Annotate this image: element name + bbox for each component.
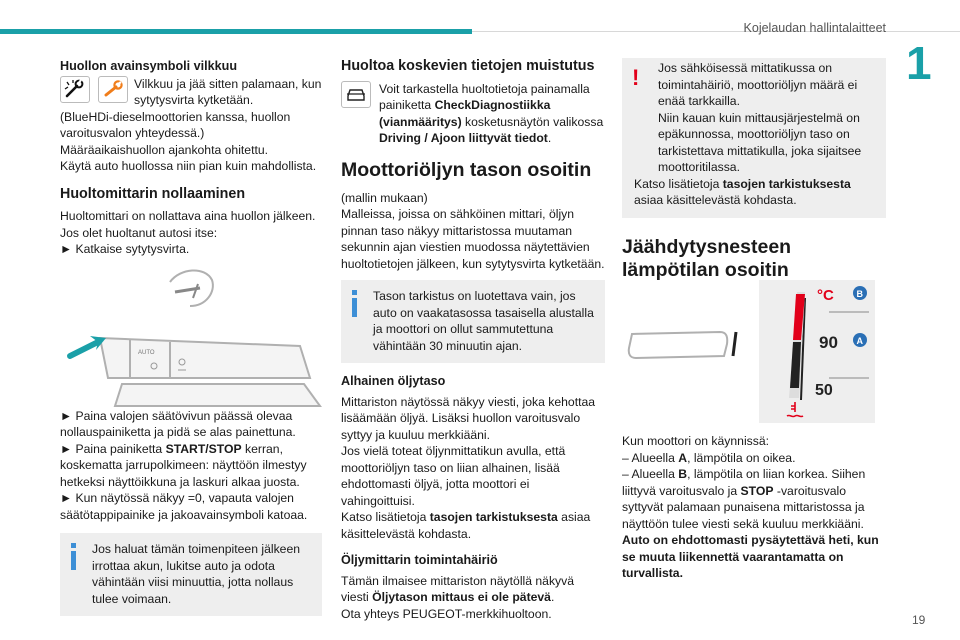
reset-selfservice: Jos olet huoltanut autosi itse:: [60, 225, 218, 240]
warning-icon: !: [632, 65, 640, 90]
column-3: [622, 58, 886, 290]
reset-step-3: ► Kun näytössä näkyy =0, vapauta valojen säätötappipainike ja jakoavainsymboli katoaa.: [60, 491, 308, 522]
symbol-description: Vilkkuu ja jää sitten palamaan, kun sytytysvirta kytketään.: [134, 76, 322, 107]
info-box-oil-check: Tason tarkistus on luotettava vain, jos auto on vaakatasossa tasaisella alustalla ja moottori on ollut sammutettuna vähintään 30 minuutin ajan.: [341, 280, 605, 363]
service-advice: Käytä auto huollossa niin pian kuin mahdollista.: [60, 159, 317, 173]
page-number: 19: [912, 613, 926, 627]
heading-reset: Huoltomittarin nollaaminen: [60, 185, 246, 202]
header-title: Kojelaudan hallintalaitteet: [743, 21, 886, 35]
info-icon: [350, 290, 359, 317]
oil-intro: (mallin mukaan) Malleissa, joissa on sähköinen mittari, öljyn pinnan taso näkyy mittaristossa muutaman sekunnin ajan viestien muodossa näytettävien huoltotietojen jälkeen, kun sytytysvirta kytketään.: [341, 190, 605, 271]
heading-service-symbol: Huollon avainsymboli vilkkuu: [60, 59, 238, 73]
stop-instruction: Auto on ehdottomasti pysäytettävä heti, kun se muuta liikennettä vaarantamatta on turvallista.: [622, 533, 879, 580]
warning-box-dipstick: ! Jos sähköisessä mittatikussa on toimintahäiriö, moottoriöljyn määrä ei enää tarkkailla. Niin kauan kuin mittausjärjestelmä on epäkunnossa, moottoriöljyn taso on tarkistettava mittatikulla, joka sijaitsee moottoritilassa. Katso lisätietoja tasojen tarkistuksesta asiaa käsittelevästä kohdasta.: [622, 58, 886, 218]
chapter-number: 1: [906, 37, 932, 89]
gauge-label-50: 50: [815, 382, 833, 399]
svg-text:B: B: [856, 289, 863, 299]
zone-b-item: – Alueella B, lämpötila on liian korkea. Siihen liittyvä varoitusvalo ja STOP -varoitusvalo syttyvät palamaan punaisena mittaristossa ja näyttöön tulee viesti sekä kuuluu merkkiääni.: [622, 467, 866, 531]
coolant-temperature-gauge: [759, 280, 875, 423]
reminder-text-a: Voit tarkastella huoltotietoja painamalla painiketta CheckDiagnostiikka (vianmääritys) kosketusnäytön valikossa Driving / Ajoon liittyvät tiedot.: [379, 81, 604, 145]
low-oil-text: Mittariston näytössä näkyy viesti, joka kehottaa lisäämään öljyä. Lisäksi huollon varoitusvalo syttyy ja kuuluu merkkiääni. Jos vielä toteat öljynmittatikun avulla, että moottoriöljyn taso on liian alhainen, lisää ehdottomasti öljyä, jotta moottori ei vahingoittuisi.: [341, 394, 596, 508]
bluehdi-note: (BlueHDi-dieselmoottorien kanssa, huollon varoitusvalon yhteydessä.): [60, 109, 291, 140]
column-2: [341, 58, 605, 622]
reset-step-2b: ► Paina painiketta START/STOP kerran, koskematta jarrupolkimeen: näyttöön ilmestyy hetkeksi näyttöikkuna ja laskuri alkaa juosta.: [60, 441, 307, 489]
heading-reminder: Huoltoa koskevien tietojen muistutus: [341, 58, 595, 74]
svg-text:A: A: [856, 336, 863, 346]
overdue-note: Määräaikaishuollon ajankohta ohitettu.: [60, 142, 269, 157]
wrench-icon: [60, 76, 90, 103]
info-icon: [69, 543, 78, 570]
oil-fault-contact: Ota yhteys PEUGEOT-merkkihuoltoon.: [341, 606, 552, 621]
reset-intro: Huoltomittari on nollattava aina huollon jälkeen.: [60, 209, 316, 223]
gauge-unit-label: °C: [817, 287, 834, 304]
heading-coolant: Jäähdytysnesteen lämpötilan osoitin: [622, 235, 792, 281]
header-accent-bar: [0, 29, 472, 34]
coolant-temp-icon: [787, 402, 803, 417]
reset-step-2a: ► Paina valojen säätövivun päässä olevaa nollauspainiketta ja pidä se alas painettuna.: [60, 408, 296, 439]
heading-oil-level: Moottoriöljyn tason osoitin: [341, 158, 592, 181]
gauge-label-90: 90: [819, 333, 838, 352]
zone-a-item: – Alueella A, lämpötila on oikea.: [622, 450, 796, 465]
page-header: [0, 0, 960, 50]
lighting-stalk-illustration: [60, 258, 322, 408]
car-service-icon: [341, 81, 371, 108]
heading-oil-fault: Öljymittarin toimintahäiriö: [341, 553, 498, 567]
low-oil-see: Katso lisätietoja tasojen tarkistuksesta asiaa käsittelevästä kohdasta.: [341, 510, 591, 541]
header-divider: [472, 31, 960, 32]
column-3-lower: [622, 433, 886, 582]
dashboard-illustration: [622, 326, 747, 366]
reset-step-1: ► Katkaise sytytysvirta.: [60, 242, 190, 256]
stalk-auto-label: AUTO: [138, 349, 155, 356]
service-icons: [60, 76, 128, 109]
column-1: [60, 58, 322, 624]
service-wrench-icon: [98, 76, 128, 103]
info-box-battery: Jos haluat tämän toimenpiteen jälkeen irrottaa akun, lukitse auto ja odota vähintään viisi minuuttia, jotta nollaus tulee voimaan.: [60, 533, 322, 616]
heading-low-oil: Alhainen öljytaso: [341, 374, 446, 388]
warning-see: Katso lisätietoja tasojen tarkistuksesta asiaa käsittelevästä kohdasta.: [634, 176, 851, 207]
engine-running-intro: Kun moottori on käynnissä:: [622, 434, 770, 448]
oil-fault-text: Tämän ilmaisee mittariston näytöllä näkyvä viesti Öljytason mittaus ei ole pätevä.: [341, 573, 575, 604]
